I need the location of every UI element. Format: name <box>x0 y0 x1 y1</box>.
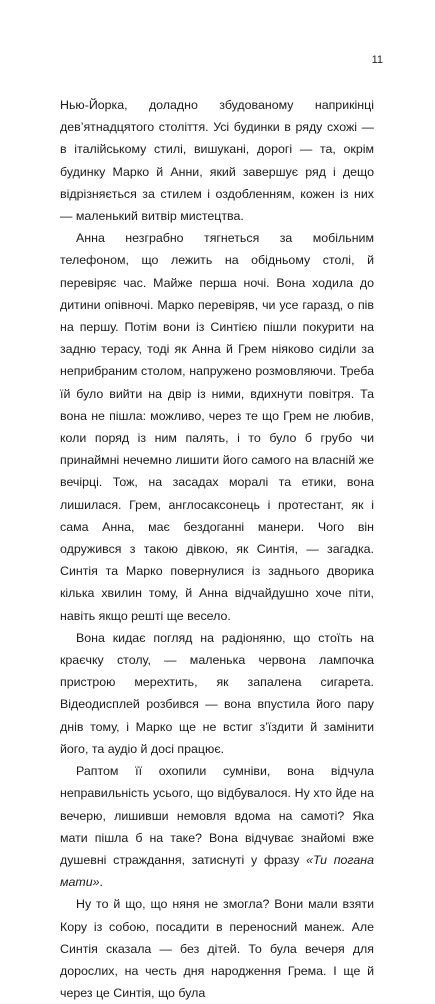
paragraph: Анна незграбно тягнеться за мобільним телефоном, що лежить на обідньому столі, й перевіряє час. Майже перша ночі. Вона ходила до дитини опівночі. Марко перевіряв, чи усе гаразд, о пів на першу. Потім вони із Синтією пішли покурити на задню терасу, тоді як Анна й Грем ніяково сиділи за неприбраним столом, напружено розмовляючи. Треба їй було вийти на двір із ними, вдихнути повітря. Та вона не пішла: можливо, через те що Грем не любив, коли поряд із ним палять, і то було б грубо чи принаймні нечемно лишити його самого на власній же вечірці. Тож, на засадах моралі та етики, вона лишилася. Грем, англосаксонець і протестант, як і сама Анна, має бездоганні манери. Чого він одружився з такою дівкою, як Синтія, — загадка. Синтія та Марко повернулися із заднього дворика кілька хвилин тому, й Анна відчайдушно хоче піти, навіть якщо решті ще весело. <box>60 231 374 623</box>
paragraph-tail: . <box>99 875 103 890</box>
paragraph <box>60 760 374 893</box>
page-number: 11 <box>371 54 383 66</box>
paragraph: Ну то й що, що няня не змогла? Вони мали взяти Кору із собою, посадити в переносний манеж. Але Синтія сказала — без дітей. То була вечеря для дорослих, на честь дня народження Грема. І ще й через це Синтія, що була <box>60 897 374 1001</box>
emphasis-phrase: «Ти погана мати» <box>60 852 374 890</box>
paragraph: Нью-Йорка, доладно збудованому наприкінці дев’ятнадцятого століття. Усі будинки в ряду схожі — в італійському стилі, вишукані, дорогі — та, окрім будинку Марко й Анни, який завершує ряд і дещо відрізняється за стилем і оздобленням, кожен із них — маленький витвір мистецтва. <box>60 98 374 224</box>
paragraph: Вона кидає погляд на радіоняню, що стоїть на краєчку столу, — маленька червона лампочка пристрою мерехтить, як запалена сигарета. Відеодисплей розбився — вона впустила його пару днів тому, і Марко ще не встиг з’їздити й замінити його, та аудіо й досі працює. <box>60 630 374 756</box>
paragraph-text: Раптом її охопили сумніви, вона відчула неправильність усього, що відбувалося. Ну хто йде на вечерю, лишивши немовля вдома на самоті? Яка мати пішла б на таке? Вона відчуває знайомі вже душевні страждання, затиснуті у фразу <box>60 764 374 867</box>
body-text <box>60 94 374 1004</box>
